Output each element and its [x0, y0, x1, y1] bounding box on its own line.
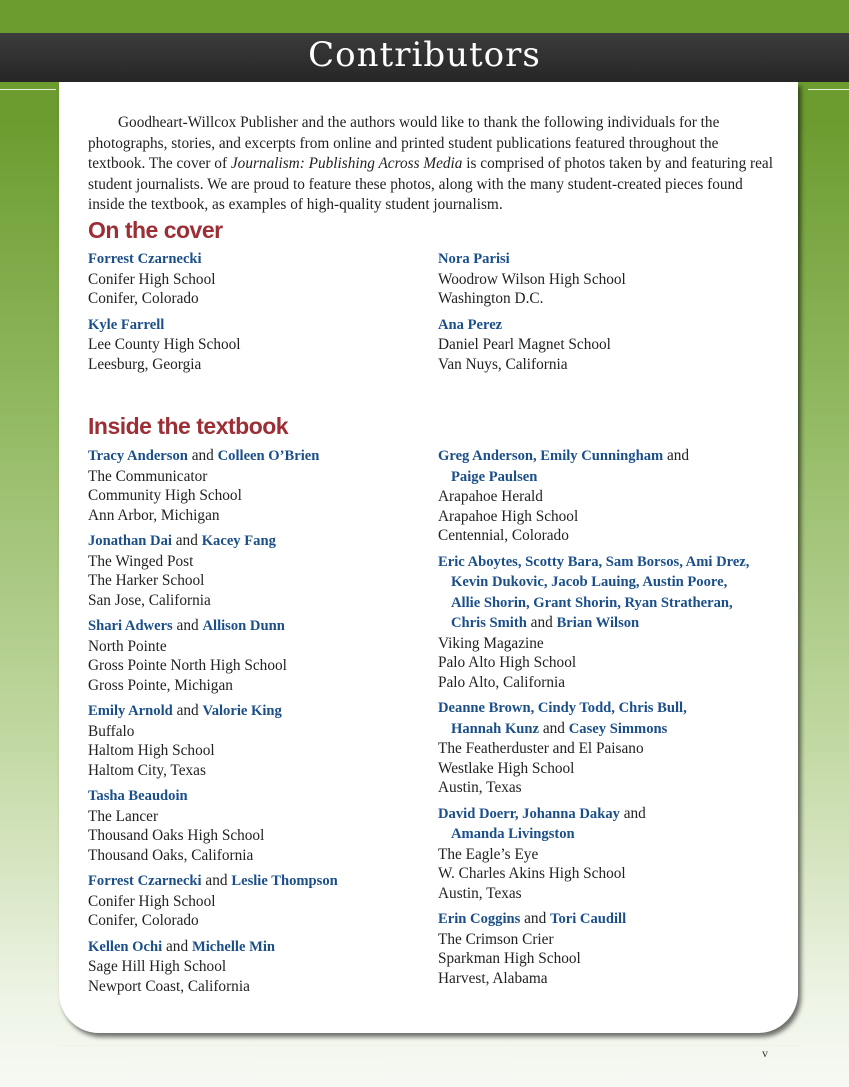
contributor-entry: [438, 552, 783, 693]
contributor-name: Erin Coggins: [438, 911, 521, 927]
contributor-name: Brian Wilson: [556, 615, 640, 631]
publication-detail: Viking Magazine: [438, 634, 544, 652]
names-line: [438, 315, 783, 336]
contributor-name: Hannah Kunz: [451, 720, 540, 737]
publication-detail: Harvest, Alabama: [438, 969, 548, 987]
publication-detail: Arapahoe High School: [438, 507, 579, 525]
contributor-entry: [88, 446, 433, 525]
contributor-entry: [438, 249, 783, 309]
contributor-name: Valorie King: [202, 703, 282, 719]
contributor-connector: and: [172, 702, 203, 719]
contributor-name: Deanne Brown, Cindy Todd, Chris Bull,: [438, 700, 687, 716]
cover-left-column: [88, 249, 433, 380]
contributor-entry: [88, 871, 433, 931]
contributor-name: Chris Smith: [451, 615, 527, 631]
contributor-connector: and: [171, 532, 202, 549]
publication-detail: The Eagle’s Eye: [438, 845, 539, 863]
contributor-name: Forrest Czarnecki: [88, 873, 202, 889]
inside-left-column: [88, 446, 433, 1002]
names-line: [438, 824, 783, 845]
contributor-name: Ana Perez: [438, 316, 503, 333]
names-line: [88, 871, 433, 892]
publication-detail: The Communicator: [88, 467, 208, 485]
contributor-connector: and: [172, 617, 203, 634]
publication-detail: Sage Hill High School: [88, 958, 227, 975]
page-number: v: [762, 1046, 768, 1060]
names-line: [438, 572, 783, 593]
contributor-name: Emily Arnold: [88, 703, 173, 719]
publication-detail: Conifer High School: [88, 892, 216, 910]
contributor-name: Jonathan Dai: [88, 533, 172, 549]
contributor-connector: and: [201, 872, 232, 889]
publication-detail: Palo Alto, California: [438, 673, 566, 691]
names-line: [438, 593, 783, 614]
names-line: [88, 701, 433, 722]
publication-detail: Gross Pointe, Michigan: [88, 676, 233, 694]
footer-rule: [59, 1045, 799, 1046]
contributor-connector: and: [619, 804, 646, 822]
contributor-entry: [438, 315, 783, 375]
publication-detail: Conifer, Colorado: [88, 912, 199, 929]
names-line: [438, 467, 783, 488]
publication-detail: The Featherduster and El Paisano: [438, 740, 644, 757]
book-title: Journalism: Publishing Across Media: [230, 155, 463, 172]
inside-right-column: [438, 446, 783, 994]
contributor-connector: and: [663, 447, 690, 464]
contributor-name: Kacey Fang: [201, 533, 276, 549]
divider: [0, 89, 56, 90]
contributor-name: Tracy Anderson: [88, 448, 188, 464]
publication-detail: W. Charles Akins High School: [438, 865, 626, 882]
names-line: [88, 531, 433, 552]
contributor-entry: [438, 909, 783, 988]
names-line: [438, 552, 783, 573]
publication-detail: The Lancer: [88, 807, 159, 825]
names-line: [438, 446, 783, 467]
contributor-entry: [438, 446, 783, 546]
contributor-entry: [88, 937, 433, 997]
contributor-name: Eric Aboytes, Scotty Bara, Sam Borsos, Ami Drez,: [438, 553, 750, 570]
contributor-name: Amanda Livingston: [451, 826, 575, 842]
publication-detail: Ann Arbor, Michigan: [88, 506, 220, 524]
contributor-name: Michelle Min: [191, 938, 276, 955]
names-line: [88, 446, 433, 467]
publication-detail: Conifer, Colorado: [88, 290, 199, 307]
publication-detail: Thousand Oaks High School: [88, 827, 265, 844]
publication-detail: Gross Pointe North High School: [88, 657, 287, 674]
names-line: [88, 937, 433, 958]
contributor-name: Greg Anderson, Emily Cunningham: [438, 448, 664, 464]
names-line: [88, 315, 433, 336]
contributor-name: Colleen O’Brien: [217, 448, 320, 464]
contributor-entry: [88, 786, 433, 865]
section-heading-inside: Inside the textbook: [88, 413, 289, 439]
publication-detail: The Winged Post: [88, 552, 194, 570]
contributor-name: Paige Paulsen: [451, 468, 538, 485]
publication-detail: Buffalo: [88, 722, 135, 740]
publication-detail: Arapahoe Herald: [438, 488, 543, 505]
publication-detail: Haltom City, Texas: [88, 761, 206, 779]
publication-detail: Community High School: [88, 487, 242, 504]
intro-text: is comprised of photos taken by and featuring real student journalists. We are proud to feature these photos, along with the many student-created pieces found inside the textbook, as examples of high-quality student journalism.: [88, 155, 773, 213]
contributor-name: Kyle Farrell: [88, 316, 165, 333]
contributor-entry: [88, 249, 433, 309]
contributor-entry: [438, 804, 783, 904]
publication-detail: Westlake High School: [438, 759, 575, 777]
publication-detail: The Harker School: [88, 572, 205, 589]
publication-detail: Palo Alto High School: [438, 654, 577, 671]
contributor-name: Nora Parisi: [438, 251, 510, 267]
intro-text: Goodheart-Willcox Publisher and the authors would like to thank the following individuals for the photographs, stories, and excerpts from online and printed student publications featured throughout the textbook. The cover of: [88, 114, 720, 172]
contributor-name: Allie Shorin, Grant Shorin, Ryan Stratheran,: [451, 594, 733, 611]
contributor-name: Kellen Ochi: [88, 938, 163, 955]
names-line: [438, 698, 783, 719]
publication-detail: Van Nuys, California: [438, 355, 568, 373]
contributor-name: Forrest Czarnecki: [88, 251, 202, 267]
names-line: [88, 616, 433, 637]
publication-detail: Newport Coast, California: [88, 977, 250, 995]
publication-detail: Centennial, Colorado: [438, 527, 569, 544]
names-line: [88, 786, 433, 807]
publication-detail: Daniel Pearl Magnet School: [438, 336, 611, 353]
publication-detail: The Crimson Crier: [438, 930, 554, 948]
names-line: [438, 804, 783, 825]
contributor-entry: [88, 315, 433, 375]
contributor-entry: [88, 531, 433, 610]
contributor-connector: and: [526, 614, 557, 631]
divider: [808, 89, 849, 90]
contributor-connector: and: [162, 937, 192, 955]
cover-right-column: [438, 249, 783, 380]
publication-detail: Austin, Texas: [438, 779, 522, 796]
publication-detail: San Jose, California: [88, 591, 211, 609]
contributor-connector: and: [187, 447, 218, 464]
contributor-name: Tasha Beaudoin: [88, 788, 188, 804]
contributor-name: Tori Caudill: [550, 911, 627, 927]
publication-detail: Lee County High School: [88, 336, 241, 353]
publication-detail: Austin, Texas: [438, 884, 522, 902]
publication-detail: Leesburg, Georgia: [88, 355, 202, 373]
names-line: [88, 249, 433, 270]
names-line: [438, 613, 783, 634]
page-title: Contributors: [308, 35, 541, 75]
contributor-connector: and: [539, 719, 569, 737]
contributor-name: Leslie Thompson: [231, 873, 338, 889]
contributor-name: Allison Dunn: [202, 618, 285, 634]
contributor-entry: [88, 616, 433, 695]
publication-detail: Sparkman High School: [438, 950, 581, 967]
contributor-name: Casey Simmons: [568, 720, 668, 737]
names-line: [438, 719, 783, 740]
section-heading-cover: On the cover: [88, 217, 223, 243]
intro-paragraph: [88, 113, 778, 216]
contributor-name: Kevin Dukovic, Jacob Lauing, Austin Poore,: [451, 574, 728, 590]
contributor-entry: [88, 701, 433, 780]
publication-detail: North Pointe: [88, 637, 167, 655]
contributor-name: Shari Adwers: [88, 618, 173, 634]
publication-detail: Washington D.C.: [438, 290, 544, 307]
publication-detail: Woodrow Wilson High School: [438, 270, 626, 288]
publication-detail: Haltom High School: [88, 742, 215, 759]
names-line: [438, 909, 783, 930]
contributor-entry: [438, 698, 783, 798]
contributor-connector: and: [520, 910, 551, 927]
names-line: [438, 249, 783, 270]
publication-detail: Thousand Oaks, California: [88, 846, 254, 864]
contributor-name: David Doerr, Johanna Dakay: [438, 805, 620, 822]
publication-detail: Conifer High School: [88, 270, 216, 288]
